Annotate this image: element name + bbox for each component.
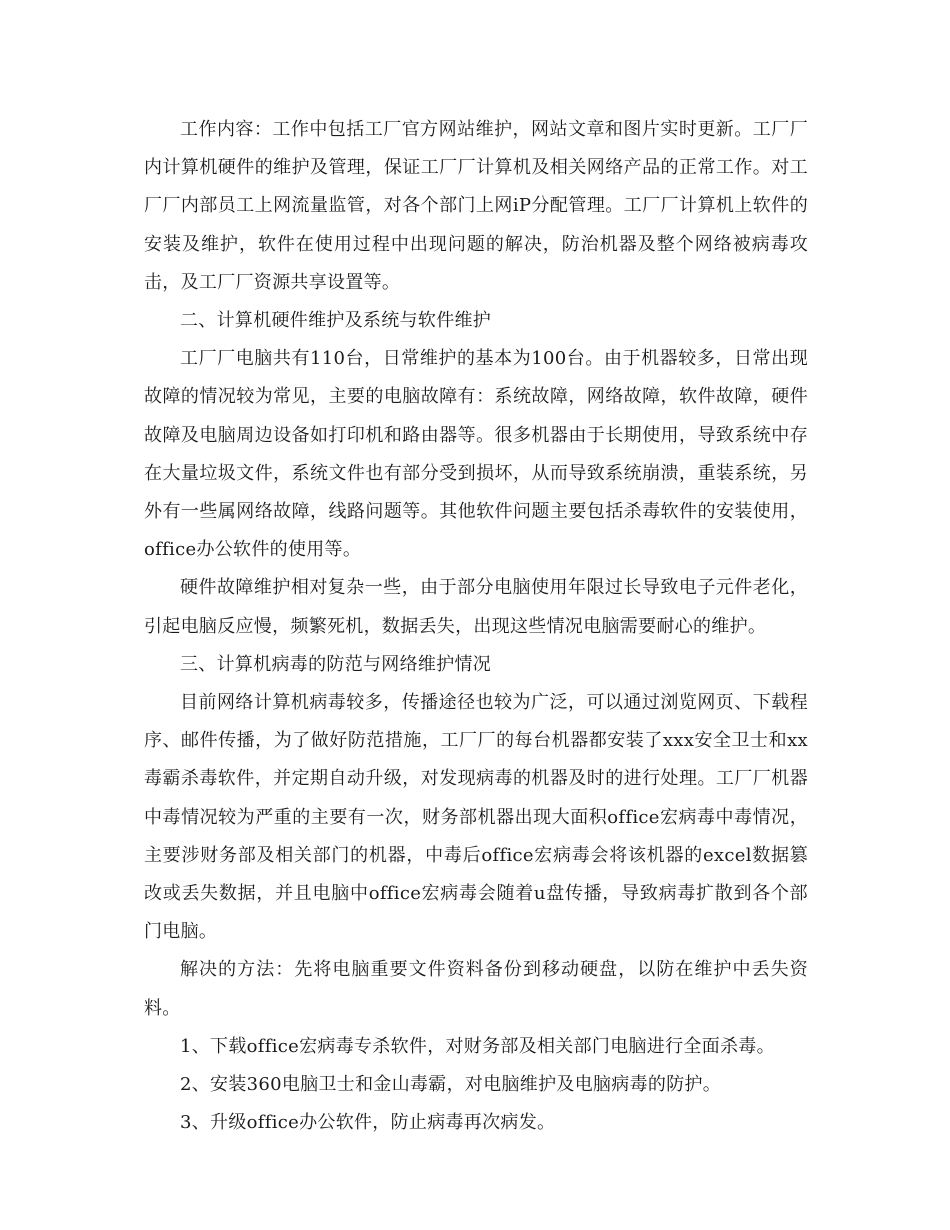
section-heading-virus-network: 三、计算机病毒的防范与网络维护情况 [180,653,492,675]
list-item-step-3: 3、升级office办公软件，防止病毒再次病发。 [180,1112,556,1134]
section-heading-hardware-software: 二、计算机硬件维护及系统与软件维护 [180,310,492,332]
paragraph-solution: 解决的方法：先将电脑重要文件资料备份到移动硬盘，以防在维护中丢失资料。 [144,959,808,1019]
paragraph-work-content: 工作内容：工作中包括工厂官方网站维护，网站文章和图片实时更新。工厂厂内计算机硬件的维护及管理，保证工厂厂计算机及相关网络产品的正常工作。对工厂厂内部员工上网流量监管，对各个部门上网iP分配管理。工厂厂计算机上软件的安装及维护，软件在使用过程中出现问题的解决，防治机器及整个网络被病毒攻击，及工厂厂资源共享设置等。 [144,119,808,293]
paragraph-virus-situation: 目前网络计算机病毒较多，传播途径也较为广泛，可以通过浏览网页、下载程序、邮件传播，为了做好防范措施，工厂厂的每台机器都安装了xxx安全卫士和xx毒霸杀毒软件，并定期自动升级，对发现病毒的机器及时的进行处理。工厂厂机器中毒情况较为严重的主要有一次，财务部机器出现大面积office宏病毒中毒情况，主要涉财务部及相关部门的机器，中毒后office宏病毒会将该机器的excel数据篡改或丢失数据，并且电脑中office宏病毒会随着u盘传播，导致病毒扩散到各个部门电脑。 [144,692,808,943]
paragraph-computer-count: 工厂厂电脑共有110台，日常维护的基本为100台。由于机器较多，日常出现故障的情况较为常见，主要的电脑故障有：系统故障，网络故障，软件故障，硬件故障及电脑周边设备如打印机和路由器等。很多机器由于长期使用，导致系统中存在大量垃圾文件，系统文件也有部分受到损坏，从而导致系统崩溃，重装系统，另外有一些属网络故障，线路问题等。其他软件问题主要包括杀毒软件的安装使用，office办公软件的使用等。 [144,348,808,561]
document-body [144,111,808,1142]
list-item-step-1: 1、下载office宏病毒专杀软件，对财务部及相关部门电脑进行全面杀毒。 [180,1035,775,1057]
list-item-step-2: 2、安装360电脑卫士和金山毒霸，对电脑维护及电脑病毒的防护。 [180,1074,722,1096]
paragraph-hardware-faults: 硬件故障维护相对复杂一些，由于部分电脑使用年限过长导致电子元件老化，引起电脑反应慢，频繁死机，数据丢失，出现这些情况电脑需要耐心的维护。 [144,577,808,637]
